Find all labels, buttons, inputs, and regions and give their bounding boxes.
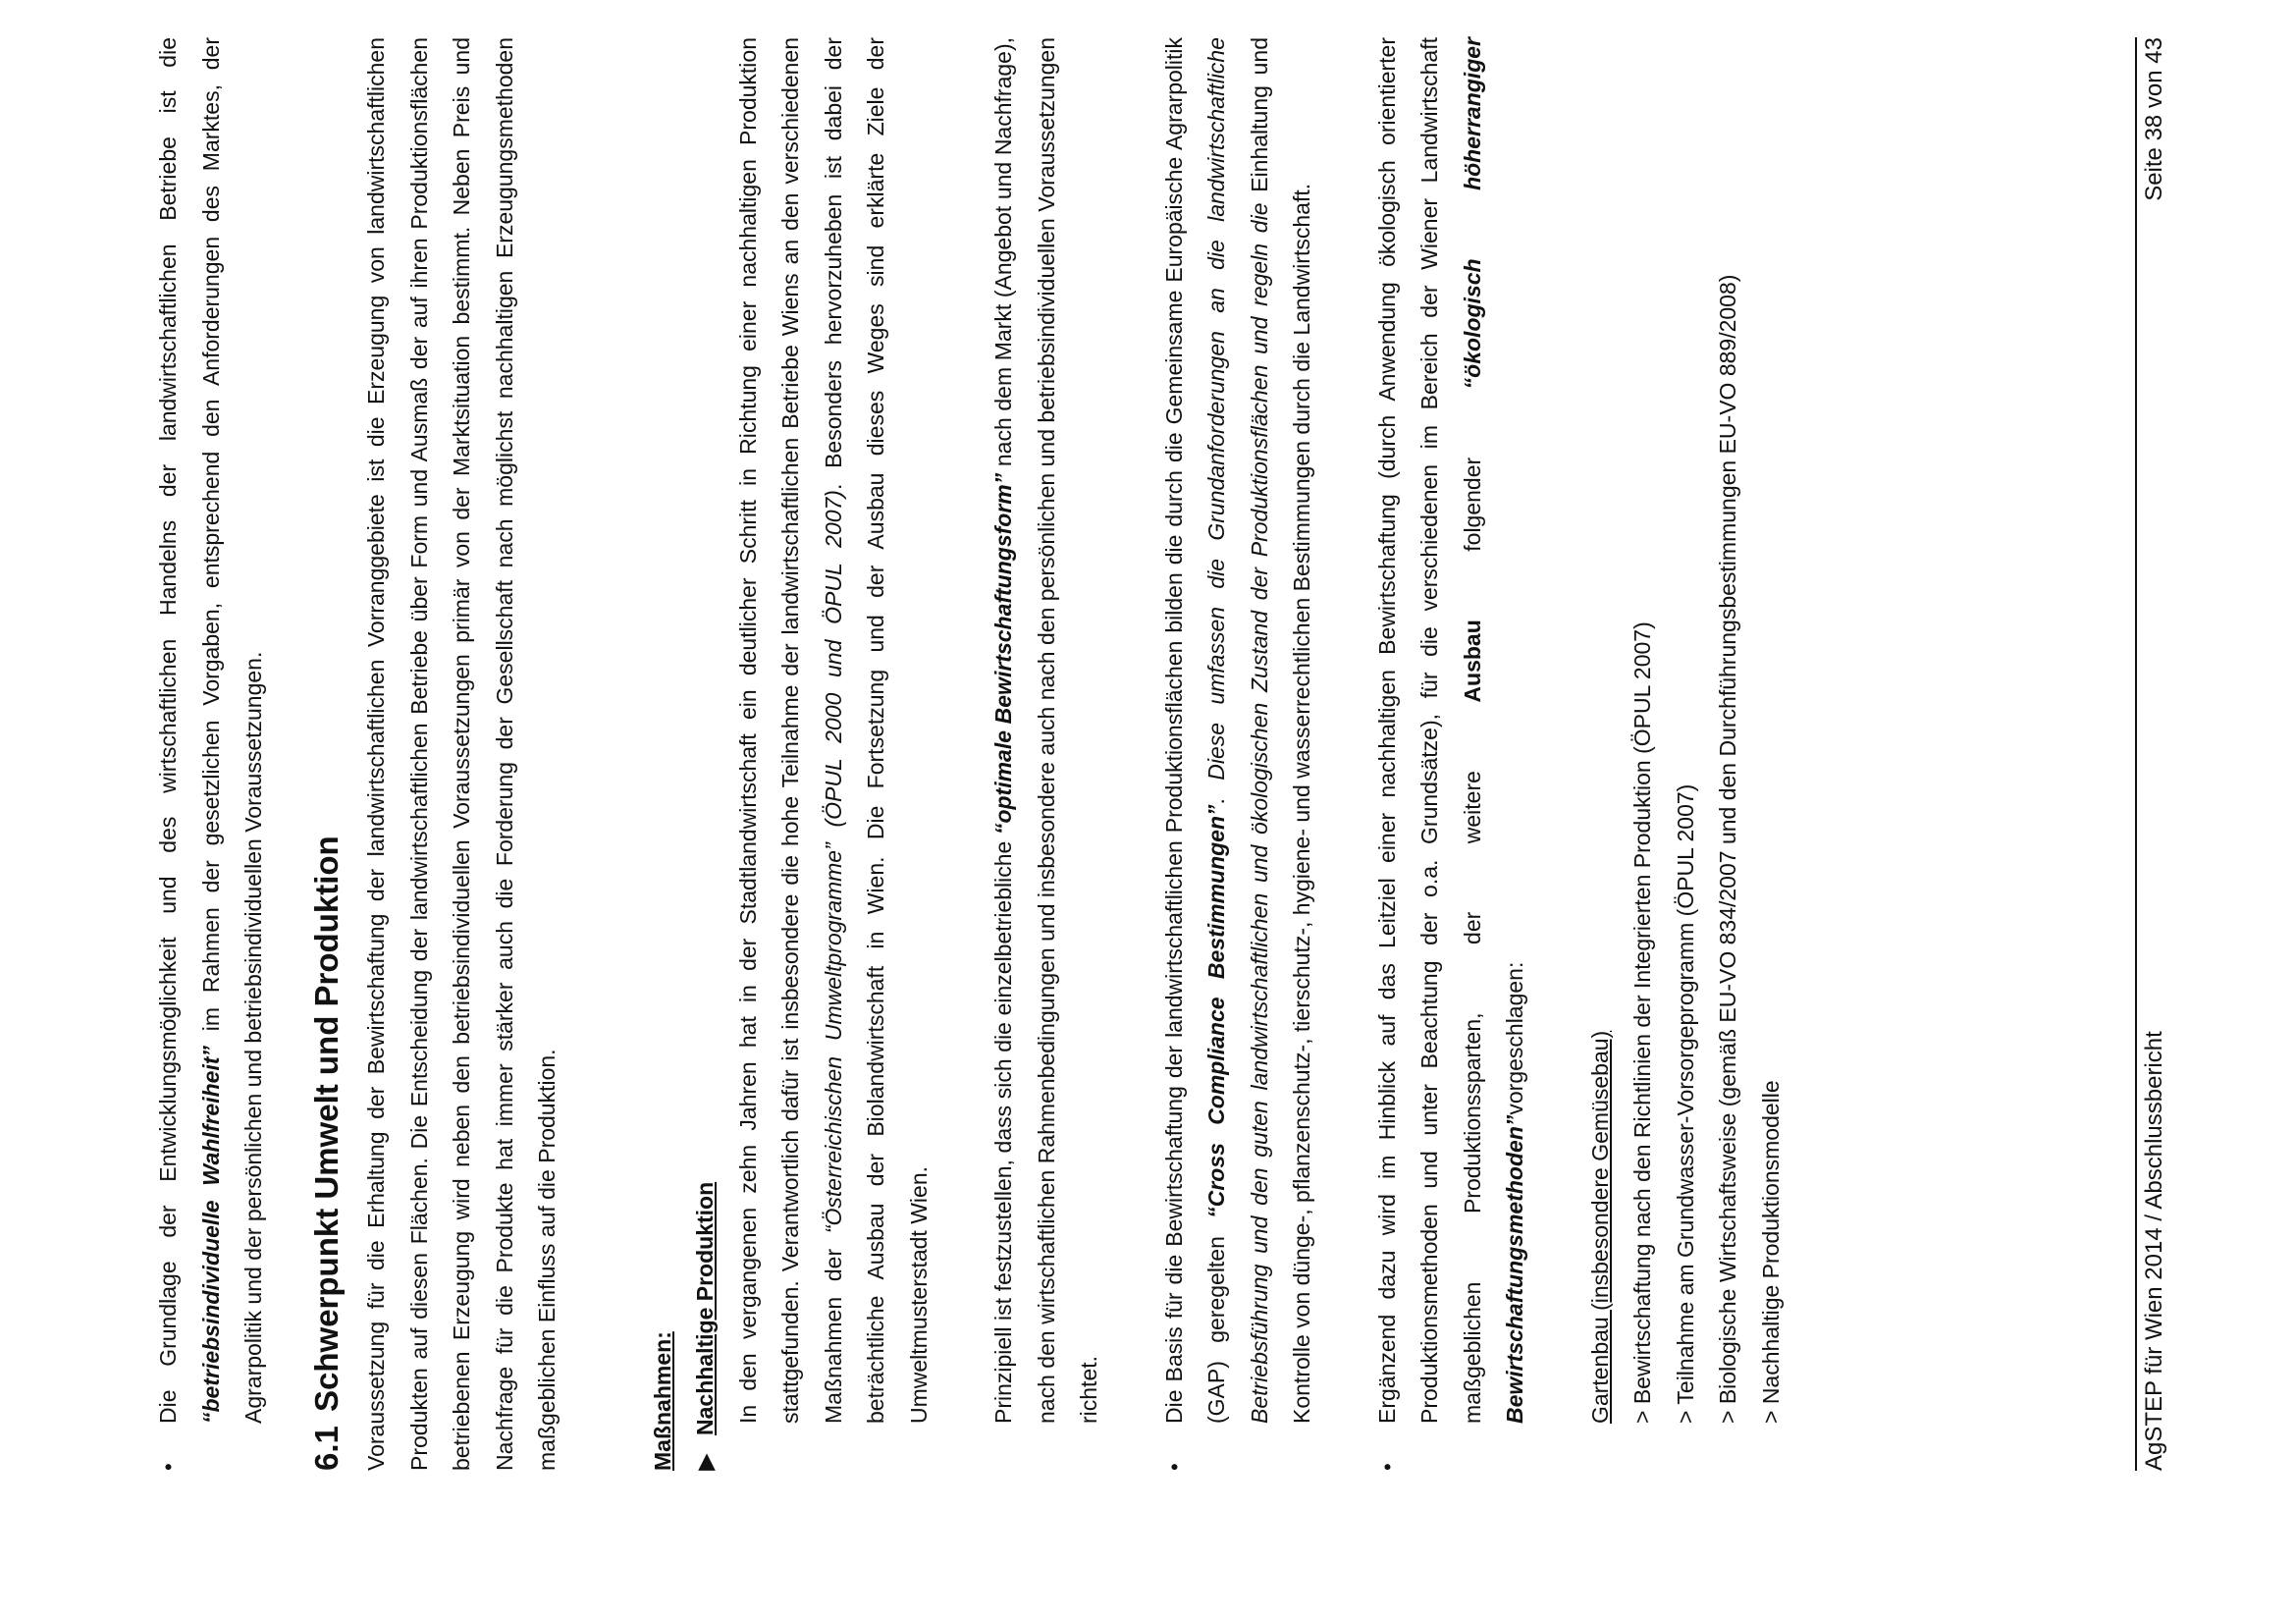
emphasis-cross-compliance: “Cross Compliance Bestimmungen” xyxy=(1203,804,1229,1218)
page-footer xyxy=(2135,37,2168,1471)
section-body: Voraussetzung für die Erhaltung der Bewirtschaftung der landwirtschaftlichen Vorranggebiete ist die Erzeugung von landwirtschaftlichen Produkten auf diesen Flächen. Die Entscheidung der landwirtschaftlichen Betriebe über Form und Ausmaß der auf ihren Produktionsflächen betriebenen Erzeugung wird neben den betriebsindividuellen Voraussetzungen primär von der Marktsituation bestimmt. Neben Preis und Nachfrage für die Produkte hat immer stärker auch die Forderung der Gesellschaft nach möglichst nachhaltigen Erzeugungsmethoden maßgeblichen Einfluss auf die Produktion. xyxy=(363,37,560,1471)
emphasis-bewirtschaftungsmethoden: “ökologisch höherrangiger Bewirtschaftungsmethoden” xyxy=(1459,37,1527,1424)
bullet-icon: • xyxy=(156,1463,181,1471)
footer-page-number: Seite 38 von 43 xyxy=(2141,37,2167,201)
gartenbau-list xyxy=(1579,37,1793,1424)
emphasis-grundanforderungen: Diese umfassen die Grundanforderungen an die landwirtschaftliche Betriebsführung und den guten landwirtschaftlichen und ökologischen Zustand der Produktionsflächen und regeln die xyxy=(1203,36,1272,1424)
page-content xyxy=(147,37,1792,1471)
produktion-paragraph: In den vergangenen zehn Jahren hat in der Stadtlandwirtschaft ein deutlicher Schritt in Richtung einer nachhaltigen Produktion stattgefunden. Verantwortlich dafür ist insbesondere die hohe Teilnahme der landwirtschaftlichen Betriebe Wiens an den verschiedenen Maßnahmen der “Österreichischen Umweltprogramme” (ÖPUL 2000 und ÖPUL 2007). Besonders hervorzuheben ist dabei der beträchtliche Ausbau der Biolandwirtschaft in Wien. Die Fortsetzung und der Ausbau dieses Weges sind erklärte Ziele der Umweltmusterstadt Wien. xyxy=(734,37,932,1424)
bullet-icon: • xyxy=(1374,1463,1400,1471)
list-item: > Bewirtschaftung nach den Richtlinien der Integrierten Produktion (ÖPUL 2007) xyxy=(1629,621,1655,1424)
triangle-right-icon: ▶ xyxy=(692,1453,718,1471)
ergaenzend-text: Ergänzend dazu wird im Hinblick auf das Leitziel einer nachhaltigen Bewirtschaftung (durch Anwendung ökologisch orientierter Produktionsmethoden und unter Beachtung der o.a. Grundsätze), für die verschiedenen im Bereich der Wiener Landwirtschaft maßgeblichen Produktionssparten, der weitere Ausbau folgender “ökologisch höherrangiger Bewirtschaftungsmethoden”vorgeschlagen: xyxy=(1373,37,1527,1424)
prinzipiell-paragraph: Prinzipiell ist festzustellen, dass sich die einzelbetriebliche “optimale Bewirtschaftungsform” nach dem Markt (Angebot und Nachfrage), nach den wirtschaftlichen Rahmenbedingungen und insbesondere auch nach den persönlichen und betriebsindividuellen Voraussetzungen richtet. xyxy=(990,37,1101,1424)
basis-text: Die Basis für die Bewirtschaftung der landwirtschaftlichen Produktionsflächen bilden die durch die Gemeinsame Europäische Agrarpolitik (GAP) geregelten “Cross Compliance Bestimmungen”. Diese umfassen die Grundanforderungen an die landwirtschaftliche Betriebsführung und den guten landwirtschaftlichen und ökologischen Zustand der Produktionsflächen und regeln die Einhaltung und Kontrolle von dünge-, pflanzenschutz-, tierschutz-, hygiene- und wasserrechtlichen Bestimmungen durch die Landwirtschaft. xyxy=(1160,36,1314,1424)
list-item: > Nachhaltige Produktionsmodelle xyxy=(1757,1080,1784,1424)
intro-text: Die Grundlage der Entwicklungsmöglichkeit und des wirtschaftlichen Handelns der landwirtschaftlichen Betriebe ist die “betriebsindividuelle Wahlfreiheit” im Rahmen der gesetzlichen Vorgaben, entsprechend den Anforderungen des Marktes, der Agrarpolitik und der persönlichen und betriebsindividuellen Voraussetzungen. xyxy=(155,36,266,1424)
subsection-heading xyxy=(684,37,727,1471)
section-heading xyxy=(305,37,348,1471)
bullet-icon: • xyxy=(1161,1463,1187,1471)
list-item: > Biologische Wirtschaftsweise (gemäß EU-VO 834/2007 und den Durchführungsbestimmungen EU-VO 889/2008) xyxy=(1715,274,1740,1424)
list-heading: Gartenbau (insbesondere Gemüsebau) xyxy=(1586,1030,1613,1424)
emphasis-ausbau: Ausbau xyxy=(1459,620,1485,703)
bullet-paragraph-ergaenzend xyxy=(1366,37,1793,1471)
emphasis-bewirtschaftungsform: “optimale Bewirtschaftungsform” xyxy=(990,472,1016,836)
list-item: > Teilnahme am Grundwasser-Vorsorgeprogramm (ÖPUL 2007) xyxy=(1672,783,1698,1424)
section-number: 6.1 xyxy=(307,1426,345,1471)
footer-document-title: AgSTEP für Wien 2014 / Abschlussbericht xyxy=(2141,1031,2167,1471)
section-title: Schwerpunkt Umwelt und Produktion xyxy=(307,836,345,1412)
subsection-title: Nachhaltige Produktion xyxy=(692,1181,718,1435)
bullet-paragraph-intro xyxy=(147,37,276,1471)
emphasis-oepul: “Österreichischen Umweltprogramme” (ÖPUL 2000 und ÖPUL 2007) xyxy=(820,490,846,1234)
emphasis-wahlfreiheit: “betriebsindividuelle Wahlfreiheit” xyxy=(197,1046,224,1424)
massnahmen-label: Maßnahmen: xyxy=(649,1331,675,1471)
bullet-paragraph-basis xyxy=(1153,37,1324,1471)
